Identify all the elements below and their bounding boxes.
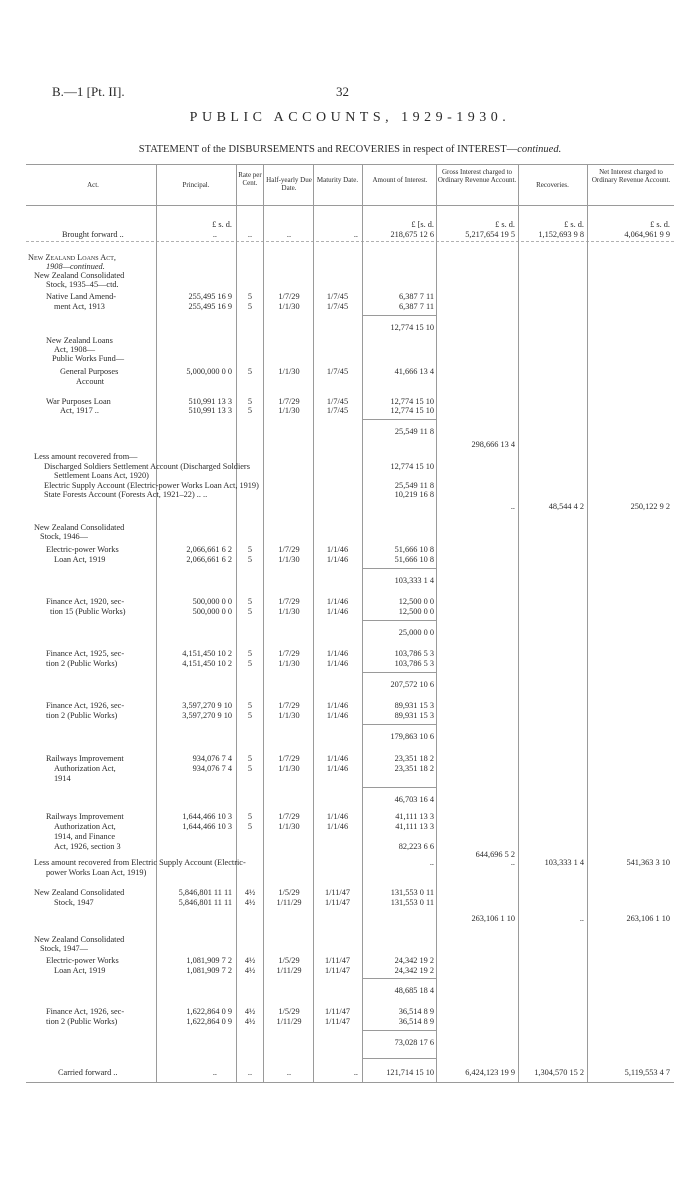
row-wp-2-halfyearly: 1/1/30 bbox=[278, 406, 300, 415]
column-rule-6 bbox=[518, 164, 519, 1082]
row-fa20-2-maturity: 1/1/46 bbox=[326, 607, 349, 616]
row-epw47-1-principal: 1,081,909 7 2 bbox=[186, 956, 232, 965]
row-nzcs47-2-principal: 5,846,801 11 11 bbox=[178, 898, 232, 907]
unit-net: £ s. d. bbox=[650, 220, 670, 229]
col-header-amount: Amount of Interest. bbox=[372, 176, 428, 184]
row-fa20-1-rate: 5 bbox=[247, 597, 253, 606]
row-epw47-2-amount: 24,342 19 2 bbox=[394, 966, 434, 975]
row-epw-2-maturity: 1/1/46 bbox=[326, 555, 349, 564]
row-fa26-1-rate: 5 bbox=[247, 701, 253, 710]
row-fa26b-1-act: Finance Act, 1926, sec- bbox=[46, 1007, 125, 1016]
row-nzla-4-act: Stock, 1935–45—ctd. bbox=[46, 280, 119, 289]
row-nla-2-halfyearly: 1/1/30 bbox=[278, 302, 300, 311]
brought-forward-amount: 218,675 12 6 bbox=[390, 230, 434, 239]
row-fa25-2-halfyearly: 1/1/30 bbox=[278, 659, 300, 668]
brought-forward-label: Brought forward .. bbox=[62, 230, 124, 239]
row-fa26b-1-halfyearly: 1/5/29 bbox=[278, 1007, 300, 1016]
row-gross1-gross: 298,666 13 4 bbox=[471, 440, 515, 449]
row-fa20-2-rate: 5 bbox=[247, 607, 253, 616]
row-rib-1-act: Railways Improvement bbox=[46, 812, 124, 821]
row-epw-1-maturity: 1/1/46 bbox=[326, 545, 349, 554]
row-rib-1-halfyearly: 1/7/29 bbox=[278, 812, 300, 821]
row-ria-1-act: Railways Improvement bbox=[46, 754, 124, 763]
row-epw47-1-act: Electric-power Works bbox=[46, 956, 119, 965]
row-fa26-1-maturity: 1/1/46 bbox=[326, 701, 349, 710]
row-rib-4-act: Act, 1926, section 3 bbox=[54, 842, 121, 851]
row-epw47-2-principal: 1,081,909 7 2 bbox=[186, 966, 232, 975]
row-fa25-1-maturity: 1/1/46 bbox=[326, 649, 349, 658]
row-fa26-2-rate: 5 bbox=[247, 711, 253, 720]
row-less2-1-net: 541,363 3 10 bbox=[626, 858, 670, 867]
row-rib-2-maturity: 1/1/46 bbox=[326, 822, 349, 831]
row-gp-1-halfyearly: 1/1/30 bbox=[278, 367, 300, 376]
col-header-act: Act. bbox=[87, 181, 99, 189]
row-fa20-2-halfyearly: 1/1/30 bbox=[278, 607, 300, 616]
row-fa20-1-maturity: 1/1/46 bbox=[326, 597, 349, 606]
row-rib-2-halfyearly: 1/1/30 bbox=[278, 822, 300, 831]
column-rule-4 bbox=[362, 164, 363, 1082]
row-fa20-sub-amount: 25,000 0 0 bbox=[398, 628, 434, 637]
row-epw-2-amount: 51,666 10 8 bbox=[394, 555, 434, 564]
row-less2-2-act: power Works Loan Act, 1919) bbox=[46, 868, 147, 877]
row-less1-1-act: Discharged Soldiers Settlement Account (Discharged Soldiers bbox=[44, 462, 250, 471]
row-ria-2-principal: 934,076 7 4 bbox=[192, 764, 232, 773]
subtitle-main: STATEMENT of the DISBURSEMENTS and RECOVERIES in respect of INTEREST— bbox=[138, 144, 518, 155]
row-rib-1-maturity: 1/1/46 bbox=[326, 812, 349, 821]
row-nzcs47-2-maturity: 1/11/47 bbox=[324, 898, 351, 907]
subtotal-rule-6 bbox=[363, 787, 436, 788]
row-ria-sub-amount: 46,703 16 4 bbox=[394, 795, 434, 804]
row-epw-2-principal: 2,066,661 6 2 bbox=[186, 555, 232, 564]
row-rib-1-rate: 5 bbox=[247, 812, 253, 821]
row-nzcs47-2-act: Stock, 1947 bbox=[54, 898, 94, 907]
subtotal-rule-3 bbox=[363, 620, 436, 621]
row-nla-2-rate: 5 bbox=[247, 302, 253, 311]
row-nla-1-act: Native Land Amend- bbox=[46, 292, 117, 301]
row-wp-sub-amount: 25,549 11 8 bbox=[394, 427, 434, 436]
carried-forward-gross: 6,424,123 19 9 bbox=[465, 1068, 515, 1077]
subtotal-rule-1 bbox=[363, 419, 436, 420]
row-epw-2-halfyearly: 1/1/30 bbox=[278, 555, 300, 564]
row-less1-3-act: Electric Supply Account (Electric-power Works Loan Act, 1919) bbox=[44, 481, 259, 490]
subtitle-continued: continued. bbox=[517, 144, 562, 155]
row-tot3-gross: 263,106 1 10 bbox=[471, 914, 515, 923]
brought-forward-rate: .. bbox=[247, 230, 253, 239]
row-less1-4-amount: 10,219 16 8 bbox=[394, 490, 434, 499]
row-wp-2-act: Act, 1917 .. bbox=[60, 406, 99, 415]
carried-forward-label: Carried forward .. bbox=[58, 1068, 118, 1077]
subtotal-rule-8 bbox=[363, 1030, 436, 1031]
row-epw47-1-amount: 24,342 19 2 bbox=[394, 956, 434, 965]
column-rule-5 bbox=[436, 164, 437, 1082]
row-fa26-2-amount: 89,931 15 3 bbox=[394, 711, 434, 720]
row-epw-2-rate: 5 bbox=[247, 555, 253, 564]
carried-forward-rate: .. bbox=[247, 1068, 253, 1077]
row-nzcs47-2-rate: 4½ bbox=[244, 898, 256, 907]
row-epw-2-act: Loan Act, 1919 bbox=[54, 555, 106, 564]
row-wp-1-halfyearly: 1/7/29 bbox=[278, 397, 300, 406]
row-nla-2-principal: 255,495 16 9 bbox=[188, 302, 232, 311]
row-fa25-2-amount: 103,786 5 3 bbox=[394, 659, 434, 668]
subtotal-rule-2 bbox=[363, 568, 436, 569]
row-epw-sub-amount: 103,333 1 4 bbox=[394, 576, 434, 585]
row-rib-4-amount: 82,223 6 6 bbox=[398, 842, 434, 851]
row-fa26b-sub-amount: 73,028 17 6 bbox=[394, 1038, 434, 1047]
row-tot1-recoveries: 48,544 4 2 bbox=[548, 502, 584, 511]
row-nla-2-act: ment Act, 1913 bbox=[54, 302, 105, 311]
row-ria-2-rate: 5 bbox=[247, 764, 253, 773]
row-nla-2-maturity: 1/7/45 bbox=[326, 302, 349, 311]
row-wp-1-amount: 12,774 15 10 bbox=[390, 397, 434, 406]
row-nzcs47b-1-act: New Zealand Consolidated bbox=[34, 935, 125, 944]
row-less2-1-gross: .. bbox=[510, 858, 515, 867]
row-less2-1-amount: .. bbox=[429, 858, 434, 867]
row-epw47-1-maturity: 1/11/47 bbox=[324, 956, 351, 965]
row-fa26b-1-maturity: 1/11/47 bbox=[324, 1007, 351, 1016]
row-fa26b-2-rate: 4½ bbox=[244, 1017, 256, 1026]
row-fa25-1-amount: 103,786 5 3 bbox=[394, 649, 434, 658]
col-header-gross: Gross Interest charged to Ordinary Revenue Account. bbox=[437, 168, 517, 184]
row-fa20-1-principal: 500,000 0 0 bbox=[192, 597, 232, 606]
row-epw47-2-maturity: 1/11/47 bbox=[324, 966, 351, 975]
row-fa26-2-halfyearly: 1/1/30 bbox=[278, 711, 300, 720]
row-wp-1-maturity: 1/7/45 bbox=[326, 397, 349, 406]
col-header-rate: Rate per Cent. bbox=[238, 171, 262, 187]
row-nzcs47-1-halfyearly: 1/5/29 bbox=[278, 888, 300, 897]
brought-forward-net: 4,064,961 9 9 bbox=[624, 230, 670, 239]
row-nzcs47-2-halfyearly: 1/11/29 bbox=[276, 898, 302, 907]
subtotal-rule-7 bbox=[363, 978, 436, 979]
row-nzl08-2-act: Act, 1908— bbox=[54, 345, 96, 354]
row-rib-3-act: 1914, and Finance bbox=[54, 832, 116, 841]
row-gp-1-amount: 41,666 13 4 bbox=[394, 367, 434, 376]
row-fa20-1-amount: 12,500 0 0 bbox=[398, 597, 434, 606]
row-fa26-2-maturity: 1/1/46 bbox=[326, 711, 349, 720]
row-rib-2-rate: 5 bbox=[247, 822, 253, 831]
row-nzcs47-1-act: New Zealand Consolidated bbox=[34, 888, 125, 897]
row-nzl08-1-act: New Zealand Loans bbox=[46, 336, 113, 345]
row-nzcs47-1-rate: 4½ bbox=[244, 888, 256, 897]
row-epw47-2-rate: 4½ bbox=[244, 966, 256, 975]
carried-forward-maturity: .. bbox=[353, 1068, 358, 1077]
row-tot1-net: 250,122 9 2 bbox=[630, 502, 670, 511]
row-wp-1-principal: 510,991 13 3 bbox=[188, 397, 232, 406]
row-rib-1-amount: 41,111 13 3 bbox=[395, 812, 434, 821]
row-fa20-2-act: tion 15 (Public Works) bbox=[50, 607, 126, 616]
brought-forward-recoveries: 1,152,693 9 8 bbox=[538, 230, 584, 239]
row-ria-2-maturity: 1/1/46 bbox=[326, 764, 349, 773]
table-bottom-rule bbox=[26, 1082, 674, 1083]
row-less2-1-act: Less amount recovered from Electric Supply Account (Electric- bbox=[34, 858, 246, 867]
brought-forward-maturity: .. bbox=[353, 230, 358, 239]
row-nzcs47-1-principal: 5,846,801 11 11 bbox=[178, 888, 232, 897]
subtotal-rule-0 bbox=[363, 315, 436, 316]
row-fa25-2-principal: 4,151,450 10 2 bbox=[182, 659, 232, 668]
row-ria-2-act: Authorization Act, bbox=[54, 764, 116, 773]
row-ria-2-amount: 23,351 18 2 bbox=[394, 764, 434, 773]
row-nla-1-principal: 255,495 16 9 bbox=[188, 292, 232, 301]
row-fa26b-2-maturity: 1/11/47 bbox=[324, 1017, 351, 1026]
row-epw-1-act: Electric-power Works bbox=[46, 545, 119, 554]
row-fa25-1-halfyearly: 1/7/29 bbox=[278, 649, 300, 658]
row-fa26b-2-act: tion 2 (Public Works) bbox=[46, 1017, 118, 1026]
row-epw-1-rate: 5 bbox=[247, 545, 253, 554]
row-epw-1-principal: 2,066,661 6 2 bbox=[186, 545, 232, 554]
row-nla-1-maturity: 1/7/45 bbox=[326, 292, 349, 301]
carried-forward-principal: .. bbox=[212, 1068, 217, 1077]
row-epw47-sub-amount: 48,685 18 4 bbox=[394, 986, 434, 995]
row-fa26b-1-amount: 36,514 8 9 bbox=[398, 1007, 434, 1016]
row-fa25-1-principal: 4,151,450 10 2 bbox=[182, 649, 232, 658]
row-gp-1-maturity: 1/7/45 bbox=[326, 367, 349, 376]
row-fa26b-2-halfyearly: 1/11/29 bbox=[276, 1017, 302, 1026]
carried-forward-recoveries: 1,304,570 15 2 bbox=[534, 1068, 584, 1077]
row-ria-1-maturity: 1/1/46 bbox=[326, 754, 349, 763]
row-fa26b-1-rate: 4½ bbox=[244, 1007, 256, 1016]
row-nzcs47-1-maturity: 1/11/47 bbox=[324, 888, 351, 897]
row-less1-0-act: Less amount recovered from— bbox=[34, 452, 138, 461]
unit-recoveries: £ s. d. bbox=[564, 220, 584, 229]
row-fa20-1-act: Finance Act, 1920, sec- bbox=[46, 597, 125, 606]
row-nla-1-rate: 5 bbox=[247, 292, 253, 301]
row-epw-1-amount: 51,666 10 8 bbox=[394, 545, 434, 554]
row-rib-2-principal: 1,644,466 10 3 bbox=[182, 822, 232, 831]
row-tot1-gross: .. bbox=[510, 502, 515, 511]
row-ria-1-principal: 934,076 7 4 bbox=[192, 754, 232, 763]
row-ria-1-rate: 5 bbox=[247, 754, 253, 763]
row-ria-3-act: 1914 bbox=[54, 774, 71, 783]
row-nzcs46-1-act: New Zealand Consolidated bbox=[34, 523, 125, 532]
row-fa25-sub-amount: 207,572 10 6 bbox=[390, 680, 434, 689]
brought-forward-principal: .. bbox=[212, 230, 217, 239]
row-fa25-2-maturity: 1/1/46 bbox=[326, 659, 349, 668]
col-header-net: Net Interest charged to Ordinary Revenue Account. bbox=[591, 168, 671, 184]
row-gp-1-act: General Purposes bbox=[60, 367, 119, 376]
col-header-principal: Principal. bbox=[182, 181, 210, 189]
row-fa26-1-principal: 3,597,270 9 10 bbox=[182, 701, 232, 710]
unit-gross: £ s. d. bbox=[495, 220, 515, 229]
row-less1-1-amount: 12,774 15 10 bbox=[390, 462, 434, 471]
row-nzcs47-1-amount: 131,553 0 11 bbox=[390, 888, 434, 897]
row-fa26b-1-principal: 1,622,864 0 9 bbox=[186, 1007, 232, 1016]
row-fa25-2-act: tion 2 (Public Works) bbox=[46, 659, 118, 668]
page-title: PUBLIC ACCOUNTS, 1929-1930. bbox=[189, 110, 511, 125]
row-wp-2-principal: 510,991 13 3 bbox=[188, 406, 232, 415]
row-fa26-1-amount: 89,931 15 3 bbox=[394, 701, 434, 710]
row-wp-2-rate: 5 bbox=[247, 406, 253, 415]
row-gp-2-act: Account bbox=[76, 377, 105, 386]
row-less1-3-amount: 25,549 11 8 bbox=[394, 481, 434, 490]
row-fa26-2-principal: 3,597,270 9 10 bbox=[182, 711, 232, 720]
row-gross2-gross: 644,696 5 2 bbox=[475, 850, 515, 859]
row-epw47-2-act: Loan Act, 1919 bbox=[54, 966, 106, 975]
carried-forward-net: 5,119,553 4 7 bbox=[624, 1068, 670, 1077]
brought-forward-gross: 5,217,654 19 5 bbox=[465, 230, 515, 239]
row-gp-1-rate: 5 bbox=[247, 367, 253, 376]
row-fa26-1-act: Finance Act, 1926, sec- bbox=[46, 701, 125, 710]
carried-forward-amount: 121,714 15 10 bbox=[386, 1068, 434, 1077]
row-fa20-2-amount: 12,500 0 0 bbox=[398, 607, 434, 616]
row-rib-1-principal: 1,644,466 10 3 bbox=[182, 812, 232, 821]
row-less1-4-act: State Forests Account (Forests Act, 1921–22) .. .. bbox=[44, 490, 208, 499]
row-nzcs47-2-amount: 131,553 0 11 bbox=[390, 898, 434, 907]
row-rib-2-amount: 41,111 13 3 bbox=[395, 822, 434, 831]
column-rule-7 bbox=[587, 164, 588, 1082]
table-top-rule bbox=[26, 164, 674, 165]
page-number: 32 bbox=[336, 84, 349, 99]
row-wp-1-rate: 5 bbox=[247, 397, 253, 406]
row-nla-2-amount: 6,387 7 11 bbox=[399, 302, 434, 311]
row-nzcs46-2-act: Stock, 1946— bbox=[40, 532, 88, 541]
row-ria-1-amount: 23,351 18 2 bbox=[394, 754, 434, 763]
row-wp-2-amount: 12,774 15 10 bbox=[390, 406, 434, 415]
row-fa25-2-rate: 5 bbox=[247, 659, 253, 668]
row-fa20-1-halfyearly: 1/7/29 bbox=[278, 597, 300, 606]
row-ria-1-halfyearly: 1/7/29 bbox=[278, 754, 300, 763]
row-rib-2-act: Authorization Act, bbox=[54, 822, 116, 831]
row-fa26-2-act: tion 2 (Public Works) bbox=[46, 711, 118, 720]
row-epw-1-halfyearly: 1/7/29 bbox=[278, 545, 300, 554]
header-bottom-rule bbox=[26, 205, 674, 206]
row-tot3-net: 263,106 1 10 bbox=[626, 914, 670, 923]
row-fa25-1-rate: 5 bbox=[247, 649, 253, 658]
row-nla-1-halfyearly: 1/7/29 bbox=[278, 292, 300, 301]
row-nla-1-amount: 6,387 7 11 bbox=[399, 292, 434, 301]
row-fa26b-2-amount: 36,514 8 9 bbox=[398, 1017, 434, 1026]
brought-forward-halfyearly: .. bbox=[286, 230, 292, 239]
row-nzla-1-act: New Zealand Loans Act, bbox=[28, 253, 116, 262]
row-nzla-3-act: New Zealand Consolidated bbox=[34, 271, 125, 280]
unit-amount: £ [s. d. bbox=[411, 220, 434, 229]
row-wp-1-act: War Purposes Loan bbox=[46, 397, 111, 406]
column-rule-1 bbox=[236, 164, 237, 1082]
row-less1-2-act: Settlement Loans Act, 1920) bbox=[54, 471, 149, 480]
row-ria-2-halfyearly: 1/1/30 bbox=[278, 764, 300, 773]
subtotal-rule-4 bbox=[363, 672, 436, 673]
carried-forward-halfyearly: .. bbox=[286, 1068, 292, 1077]
row-epw47-1-rate: 4½ bbox=[244, 956, 256, 965]
page-reference: B.—1 [Pt. II]. bbox=[52, 84, 125, 99]
col-header-recoveries: Recoveries. bbox=[536, 181, 569, 189]
row-fa25-1-act: Finance Act, 1925, sec- bbox=[46, 649, 125, 658]
statement-subtitle bbox=[0, 144, 700, 155]
column-rule-2 bbox=[263, 164, 264, 1082]
unit-principal: £ s. d. bbox=[212, 220, 232, 229]
col-header-maturity: Maturity Date. bbox=[316, 176, 359, 184]
row-fa26b-2-principal: 1,622,864 0 9 bbox=[186, 1017, 232, 1026]
row-fa20-2-principal: 500,000 0 0 bbox=[192, 607, 232, 616]
row-nla-sub-amount: 12,774 15 10 bbox=[390, 323, 434, 332]
row-nzcs47b-2-act: Stock, 1947— bbox=[40, 944, 88, 953]
row-tot3-recoveries: .. bbox=[579, 914, 584, 923]
row-gp-1-principal: 5,000,000 0 0 bbox=[186, 367, 232, 376]
row-epw47-2-halfyearly: 1/11/29 bbox=[276, 966, 302, 975]
row-nzl08-3-act: Public Works Fund— bbox=[52, 354, 125, 363]
row-fa26-1-halfyearly: 1/7/29 bbox=[278, 701, 300, 710]
row-fa26-sub-amount: 179,863 10 6 bbox=[390, 732, 434, 741]
col-header-halfyearly: Half-yearly Due Date. bbox=[266, 176, 312, 192]
row-wp-2-maturity: 1/7/45 bbox=[326, 406, 349, 415]
subtotal-rule-5 bbox=[363, 724, 436, 725]
row-nzla-2-act: 1908—continued. bbox=[46, 262, 105, 271]
brought-forward-rule bbox=[26, 241, 674, 242]
row-less2-1-recoveries: 103,333 1 4 bbox=[544, 858, 584, 867]
row-epw47-1-halfyearly: 1/5/29 bbox=[278, 956, 300, 965]
subtotal-rule-9 bbox=[363, 1058, 436, 1059]
